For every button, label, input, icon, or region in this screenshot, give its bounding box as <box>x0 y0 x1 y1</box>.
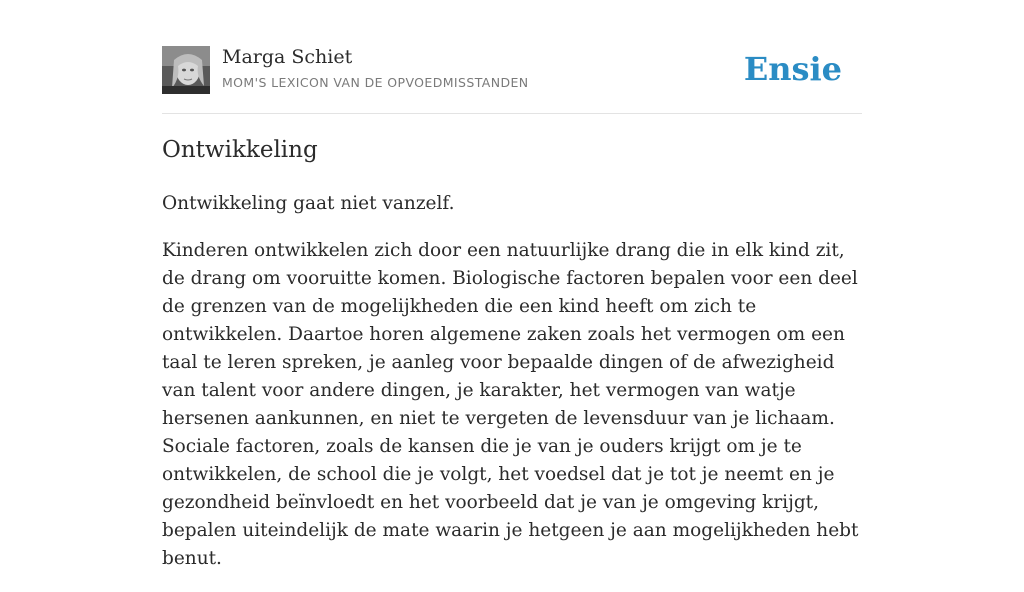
header <box>162 46 862 96</box>
author-name[interactable]: Marga Schiet <box>222 46 353 68</box>
header-divider <box>162 113 862 114</box>
article-body <box>162 190 862 592</box>
avatar-photo-icon <box>162 46 210 94</box>
brand-logo[interactable]: Ensie <box>743 50 842 88</box>
author-avatar[interactable] <box>162 46 210 94</box>
article-title: Ontwikkeling <box>162 137 318 163</box>
paragraph: Ontwikkeling gaat niet vanzelf. <box>162 193 455 214</box>
publication-title[interactable]: MOM'S LEXICON VAN DE OPVOEDMISSTANDEN <box>222 75 529 90</box>
paragraph: Kinderen ontwikkelen zich door een natuurlijke drang die in elk kind zit, de drang om vooruitte komen. Biologische factoren bepalen voor een deel de grenzen van de mogelijkheden die een kind heeft om zich te ontwikkelen. Daartoe horen algemene zaken zoals het vermogen om een taal te leren spreken, je aanleg voor bepaalde dingen of de afwezigheid van talent voor andere dingen, je karakter, het vermogen van watje hersenen aankunnen, en niet te vergeten de levensduur van je lichaam. Sociale factoren, zoals de kansen die je van je ouders krijgt om je te ontwikkelen, de school die je volgt, het voedsel dat je tot je neemt en je gezondheid beïnvloedt en het voorbeeld dat je van je omgeving krijgt, bepalen uiteindelijk de mate waarin je hetgeen je aan mogelijkheden hebt benut. <box>162 240 859 569</box>
